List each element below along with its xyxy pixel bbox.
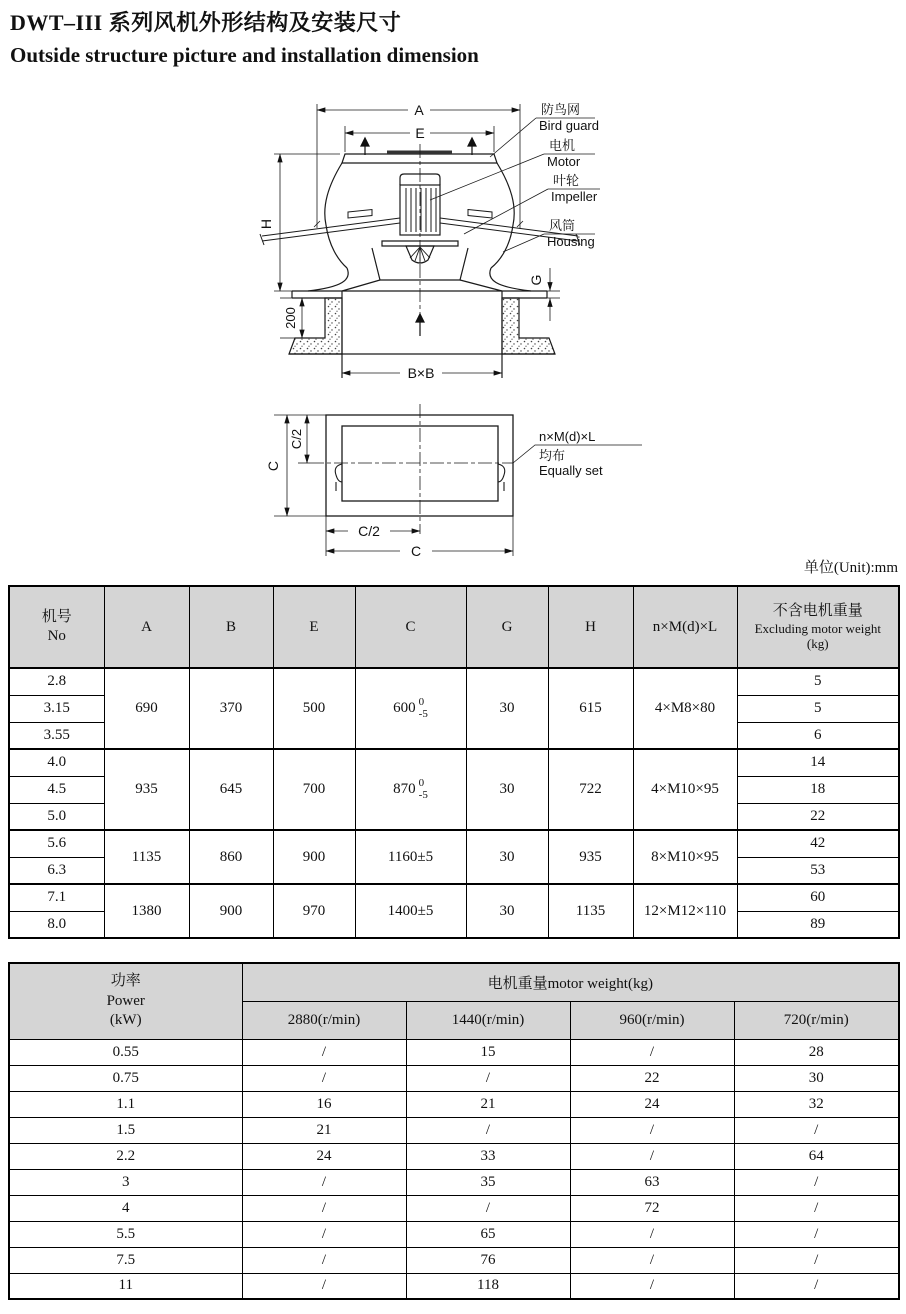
cell-G: 30 (466, 668, 548, 749)
cell-weight: 22 (737, 803, 899, 830)
header-C: C (355, 586, 466, 668)
table-row (9, 749, 899, 776)
cell-weight: 15 (406, 1039, 570, 1065)
callout-equally-set-zh: 均布 (539, 448, 566, 463)
title-block (10, 6, 479, 68)
dim-label-C2-left: C/2 (289, 428, 304, 450)
cell-weight: / (570, 1143, 734, 1169)
base-centerlines (310, 404, 513, 534)
callout-housing-zh: 风筒 (549, 218, 576, 233)
table-row (9, 1065, 899, 1091)
cell-weight: / (570, 1247, 734, 1273)
dim-label-C-left: C (265, 460, 281, 472)
c-value: 1400±5 (387, 902, 434, 919)
table-row (9, 1195, 899, 1221)
cell-E: 970 (273, 884, 355, 938)
header-power-unit: (kW) (109, 1012, 142, 1028)
cell-weight: / (734, 1221, 899, 1247)
bird-guard-mesh (387, 151, 452, 155)
cell-E: 900 (273, 830, 355, 884)
callout-motor-zh: 电机 (549, 138, 576, 153)
cell-no: 5.0 (9, 803, 104, 830)
header-E: E (273, 586, 355, 668)
cell-no: 5.6 (9, 830, 104, 857)
callout-equally-set-en: Equally set (539, 463, 603, 478)
table-row (9, 1091, 899, 1117)
header-power (9, 963, 242, 1039)
dim-label-E: E (415, 125, 425, 141)
cell-C (355, 884, 466, 938)
cell-weight: / (242, 1169, 406, 1195)
cell-bolt-spec: 4×M8×80 (633, 668, 737, 749)
cell-weight: 65 (406, 1221, 570, 1247)
cell-bolt-spec: 12×M12×110 (633, 884, 737, 938)
cell-C (355, 749, 466, 830)
cell-no: 4.0 (9, 749, 104, 776)
cell-bolt-spec: 4×M10×95 (633, 749, 737, 830)
cell-weight: / (734, 1195, 899, 1221)
header-speed-960: 960(r/min) (570, 1001, 734, 1039)
fan-side-view-drawing (250, 88, 670, 390)
cell-H: 722 (548, 749, 633, 830)
c-tol-lower: -5 (418, 707, 428, 720)
cell-weight: / (242, 1065, 406, 1091)
dim-label-A: A (414, 102, 424, 118)
table-header-row (9, 586, 899, 668)
cell-weight: 60 (737, 884, 899, 911)
table-row (9, 1039, 899, 1065)
header-speed-2880: 2880(r/min) (242, 1001, 406, 1039)
cell-weight: 30 (734, 1065, 899, 1091)
cell-weight: 24 (242, 1143, 406, 1169)
cell-weight: / (570, 1221, 734, 1247)
header-B: B (189, 586, 273, 668)
cell-weight: / (734, 1247, 899, 1273)
table-row (9, 1273, 899, 1299)
cell-weight: / (242, 1247, 406, 1273)
header-H: H (548, 586, 633, 668)
header-no-zh: 机号 (41, 608, 72, 625)
cell-weight: / (242, 1221, 406, 1247)
cell-no: 4.5 (9, 776, 104, 803)
cell-weight: 53 (737, 857, 899, 884)
header-motor-weight: 电机重量motor weight(kg) (242, 963, 899, 1001)
cell-B: 645 (189, 749, 273, 830)
header-no-en: No (47, 628, 66, 644)
header-speed-720: 720(r/min) (734, 1001, 899, 1039)
unit-note: 单位(Unit):mm (803, 560, 898, 576)
page-title-en: Outside structure picture and installation dimension (10, 43, 479, 67)
dim-label-G: G (528, 274, 544, 286)
cell-B: 860 (189, 830, 273, 884)
roof-curb-right (502, 298, 555, 354)
cell-weight: / (242, 1039, 406, 1065)
cell-E: 500 (273, 668, 355, 749)
cell-power: 1.1 (9, 1091, 242, 1117)
cell-no: 8.0 (9, 911, 104, 938)
cell-power: 5.5 (9, 1221, 242, 1247)
cell-weight: / (570, 1117, 734, 1143)
table-row (9, 830, 899, 857)
base-plan-drawing (250, 398, 670, 570)
cell-no: 7.1 (9, 884, 104, 911)
cell-weight: 5 (737, 695, 899, 722)
cell-power: 2.2 (9, 1143, 242, 1169)
cell-B: 900 (189, 884, 273, 938)
header-weight-en: Excluding motor weight (754, 620, 881, 636)
cell-weight: / (570, 1273, 734, 1299)
header-A: A (104, 586, 189, 668)
dim-label-C2-bottom: C/2 (358, 523, 380, 539)
dim-label-C-bottom: C (410, 543, 422, 559)
cell-weight: 28 (734, 1039, 899, 1065)
cell-weight: 64 (734, 1143, 899, 1169)
cell-weight: / (406, 1195, 570, 1221)
cell-weight: 72 (570, 1195, 734, 1221)
page-title-zh: DWT–III 系列风机外形结构及安装尺寸 (10, 10, 402, 35)
cell-weight: 24 (570, 1091, 734, 1117)
callout-impeller-zh: 叶轮 (553, 173, 580, 188)
header-weight (737, 586, 899, 668)
c-value: 600 (393, 699, 416, 716)
header-speed-1440: 1440(r/min) (406, 1001, 570, 1039)
cell-G: 30 (466, 749, 548, 830)
cell-no: 3.55 (9, 722, 104, 749)
cell-no: 6.3 (9, 857, 104, 884)
cell-weight: 6 (737, 722, 899, 749)
cell-A: 935 (104, 749, 189, 830)
cell-H: 1135 (548, 884, 633, 938)
c-value: 1160±5 (387, 848, 434, 865)
cell-weight: 32 (734, 1091, 899, 1117)
cell-H: 615 (548, 668, 633, 749)
header-bolt-spec: n×M(d)×L (633, 586, 737, 668)
callout-housing-en: Housing (547, 234, 595, 249)
table-row (9, 1221, 899, 1247)
cell-weight: 35 (406, 1169, 570, 1195)
cell-G: 30 (466, 884, 548, 938)
airflow-arrows (361, 138, 476, 336)
c-value: 870 (393, 780, 416, 797)
cell-weight: 89 (737, 911, 899, 938)
cell-weight: / (406, 1117, 570, 1143)
dim-label-200: 200 (283, 307, 298, 329)
table-row (9, 1143, 899, 1169)
motor-weight-table (8, 962, 900, 1300)
cell-weight: / (734, 1169, 899, 1195)
dim-label-H: H (258, 218, 274, 230)
cell-no: 2.8 (9, 668, 104, 695)
table-header-row (9, 963, 899, 1001)
callout-bird-guard-zh: 防鸟网 (541, 102, 581, 117)
cell-weight: 18 (737, 776, 899, 803)
cell-E: 700 (273, 749, 355, 830)
table-row (9, 1169, 899, 1195)
cell-weight: / (242, 1195, 406, 1221)
cell-weight: 76 (406, 1247, 570, 1273)
cell-power: 4 (9, 1195, 242, 1221)
cell-A: 1380 (104, 884, 189, 938)
c-tol-upper: 0 (418, 695, 425, 708)
cell-weight: / (406, 1065, 570, 1091)
table-row (9, 1247, 899, 1273)
cell-weight: / (570, 1039, 734, 1065)
callout-bolt-spec: n×M(d)×L (539, 429, 596, 444)
cell-C (355, 830, 466, 884)
c-tol-upper: 0 (418, 776, 425, 789)
cell-A: 1135 (104, 830, 189, 884)
header-power-zh: 功率 (110, 973, 141, 989)
cell-weight: 118 (406, 1273, 570, 1299)
cell-weight: 63 (570, 1169, 734, 1195)
table-row (9, 668, 899, 695)
c-tol-lower: -5 (418, 788, 428, 801)
header-power-en: Power (106, 992, 145, 1009)
cell-weight: 21 (242, 1117, 406, 1143)
header-G: G (466, 586, 548, 668)
cell-weight: / (734, 1117, 899, 1143)
callout-impeller-en: Impeller (551, 189, 598, 204)
cell-weight: 5 (737, 668, 899, 695)
cell-G: 30 (466, 830, 548, 884)
cell-C (355, 668, 466, 749)
cell-weight: 14 (737, 749, 899, 776)
header-no (9, 586, 104, 668)
cell-power: 1.5 (9, 1117, 242, 1143)
cell-B: 370 (189, 668, 273, 749)
cell-weight: 16 (242, 1091, 406, 1117)
cell-H: 935 (548, 830, 633, 884)
cell-bolt-spec: 8×M10×95 (633, 830, 737, 884)
table-row (9, 1117, 899, 1143)
cell-weight: 21 (406, 1091, 570, 1117)
cell-power: 7.5 (9, 1247, 242, 1273)
cell-weight: / (734, 1273, 899, 1299)
base-outline (326, 415, 513, 516)
dim-label-BxB: B×B (407, 365, 435, 381)
cell-weight: 22 (570, 1065, 734, 1091)
cell-power: 3 (9, 1169, 242, 1195)
header-weight-zh: 不含电机重量 (772, 603, 863, 620)
cell-A: 690 (104, 668, 189, 749)
cell-weight: / (242, 1273, 406, 1299)
cell-power: 0.55 (9, 1039, 242, 1065)
cell-weight: 33 (406, 1143, 570, 1169)
table-row (9, 884, 899, 911)
cell-weight: 42 (737, 830, 899, 857)
dimension-table (8, 585, 900, 939)
cell-power: 11 (9, 1273, 242, 1299)
header-weight-unit: (kg) (806, 635, 829, 651)
cell-no: 3.15 (9, 695, 104, 722)
callout-bird-guard-en: Bird guard (539, 118, 599, 133)
cell-power: 0.75 (9, 1065, 242, 1091)
callout-motor-en: Motor (547, 154, 581, 169)
